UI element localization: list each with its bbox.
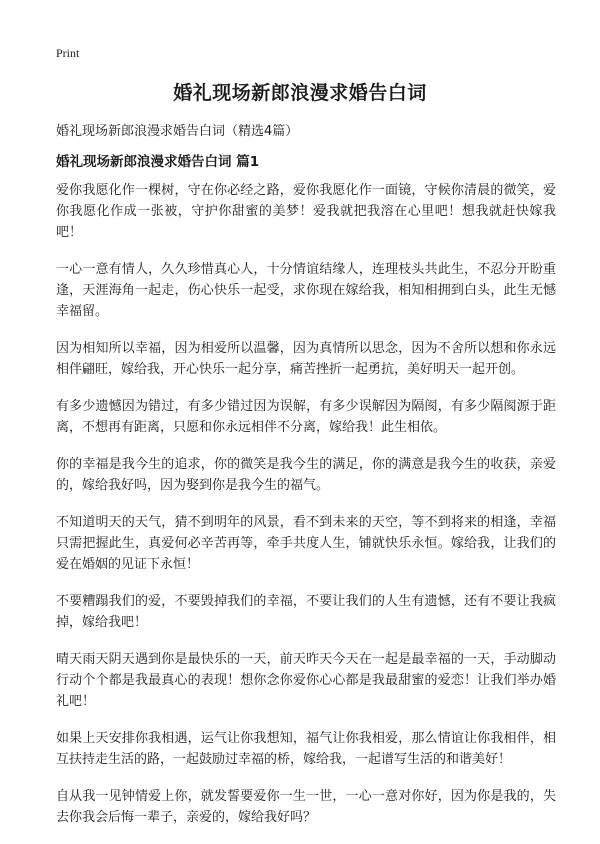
paragraph-2: 一心一意有情人，久久珍惜真心人，十分情谊结缘人，连理枝头共此生，不忍分开盼重逢，天涯海角一起走，伤心快乐一起受，求你现在嫁给我，相知相拥到白头，此生无憾幸福留。 [56, 262, 556, 319]
section-title: 婚礼现场新郎浪漫求婚告白词 篇1 [56, 154, 260, 170]
paragraph-10: 自从我一见钟情爱上你，就发誓要爱你一生一世，一心一意对你好，因为你是我的，失去你我会后悔一辈子，亲爱的，嫁给我好吗？ [56, 789, 556, 825]
paragraph-6: 不知道明天的天气，猜不到明年的风景，看不到未来的天空，等不到将来的相逢，幸福只需把握此生，真爱何必辛苦再等，牵手共度人生，铺就快乐永恒。嫁给我，让我们的爱在婚姻的见证下永恒！ [56, 515, 556, 572]
paragraph-1: 爱你我愿化作一棵树，守在你必经之路，爱你我愿化作一面镜，守候你清晨的微笑，爱你我愿化作成一张被，守护你甜蜜的美梦！爱我就把我溶在心里吧！想我就赶快嫁我吧！ [56, 183, 556, 240]
page-title: 婚礼现场新郎浪漫求婚告白词 [173, 82, 427, 104]
document-subtitle: 婚礼现场新郎浪漫求婚告白词（精选4篇） [56, 124, 299, 139]
paragraph-5: 你的幸福是我今生的追求，你的微笑是我今生的满足，你的满意是我今生的收获，亲爱的，嫁给我好吗，因为娶到你是我今生的福气。 [56, 457, 556, 493]
article-body [56, 180, 556, 844]
paragraph-9: 如果上天安排你我相遇，运气让你我想知，福气让你我相爱，那么情谊让你我相伴，相互扶持走生活的路，一起鼓励过幸福的桥，嫁给我，一起谱写生活的和谐美好！ [56, 731, 556, 767]
paragraph-8: 晴天雨天阴天遇到你是最快乐的一天，前天昨天今天在一起是最幸福的一天，手动脚动行动个个都是我最真心的表现！想你念你爱你心心都是我最甜蜜的爱恋！让我们举办婚礼吧！ [56, 652, 556, 709]
paragraph-7: 不要糟蹋我们的爱，不要毁掉我们的幸福，不要让我们的人生有遗憾，还有不要让我疯掉，嫁给我吧！ [56, 594, 556, 630]
paragraph-3: 因为相知所以幸福，因为相爱所以温馨，因为真情所以思念，因为不舍所以想和你永远相伴翩旺，嫁给我，开心快乐一起分享，痛苦挫折一起勇抗，美好明天一起开创。 [56, 341, 556, 377]
paragraph-4: 有多少遗憾因为错过，有多少错过因为误解，有多少误解因为隔阂，有多少隔阂源于距离，不想再有距离，只愿和你永远相伴不分离，嫁给我！此生相依。 [56, 399, 556, 435]
print-link[interactable]: Print [56, 46, 80, 60]
